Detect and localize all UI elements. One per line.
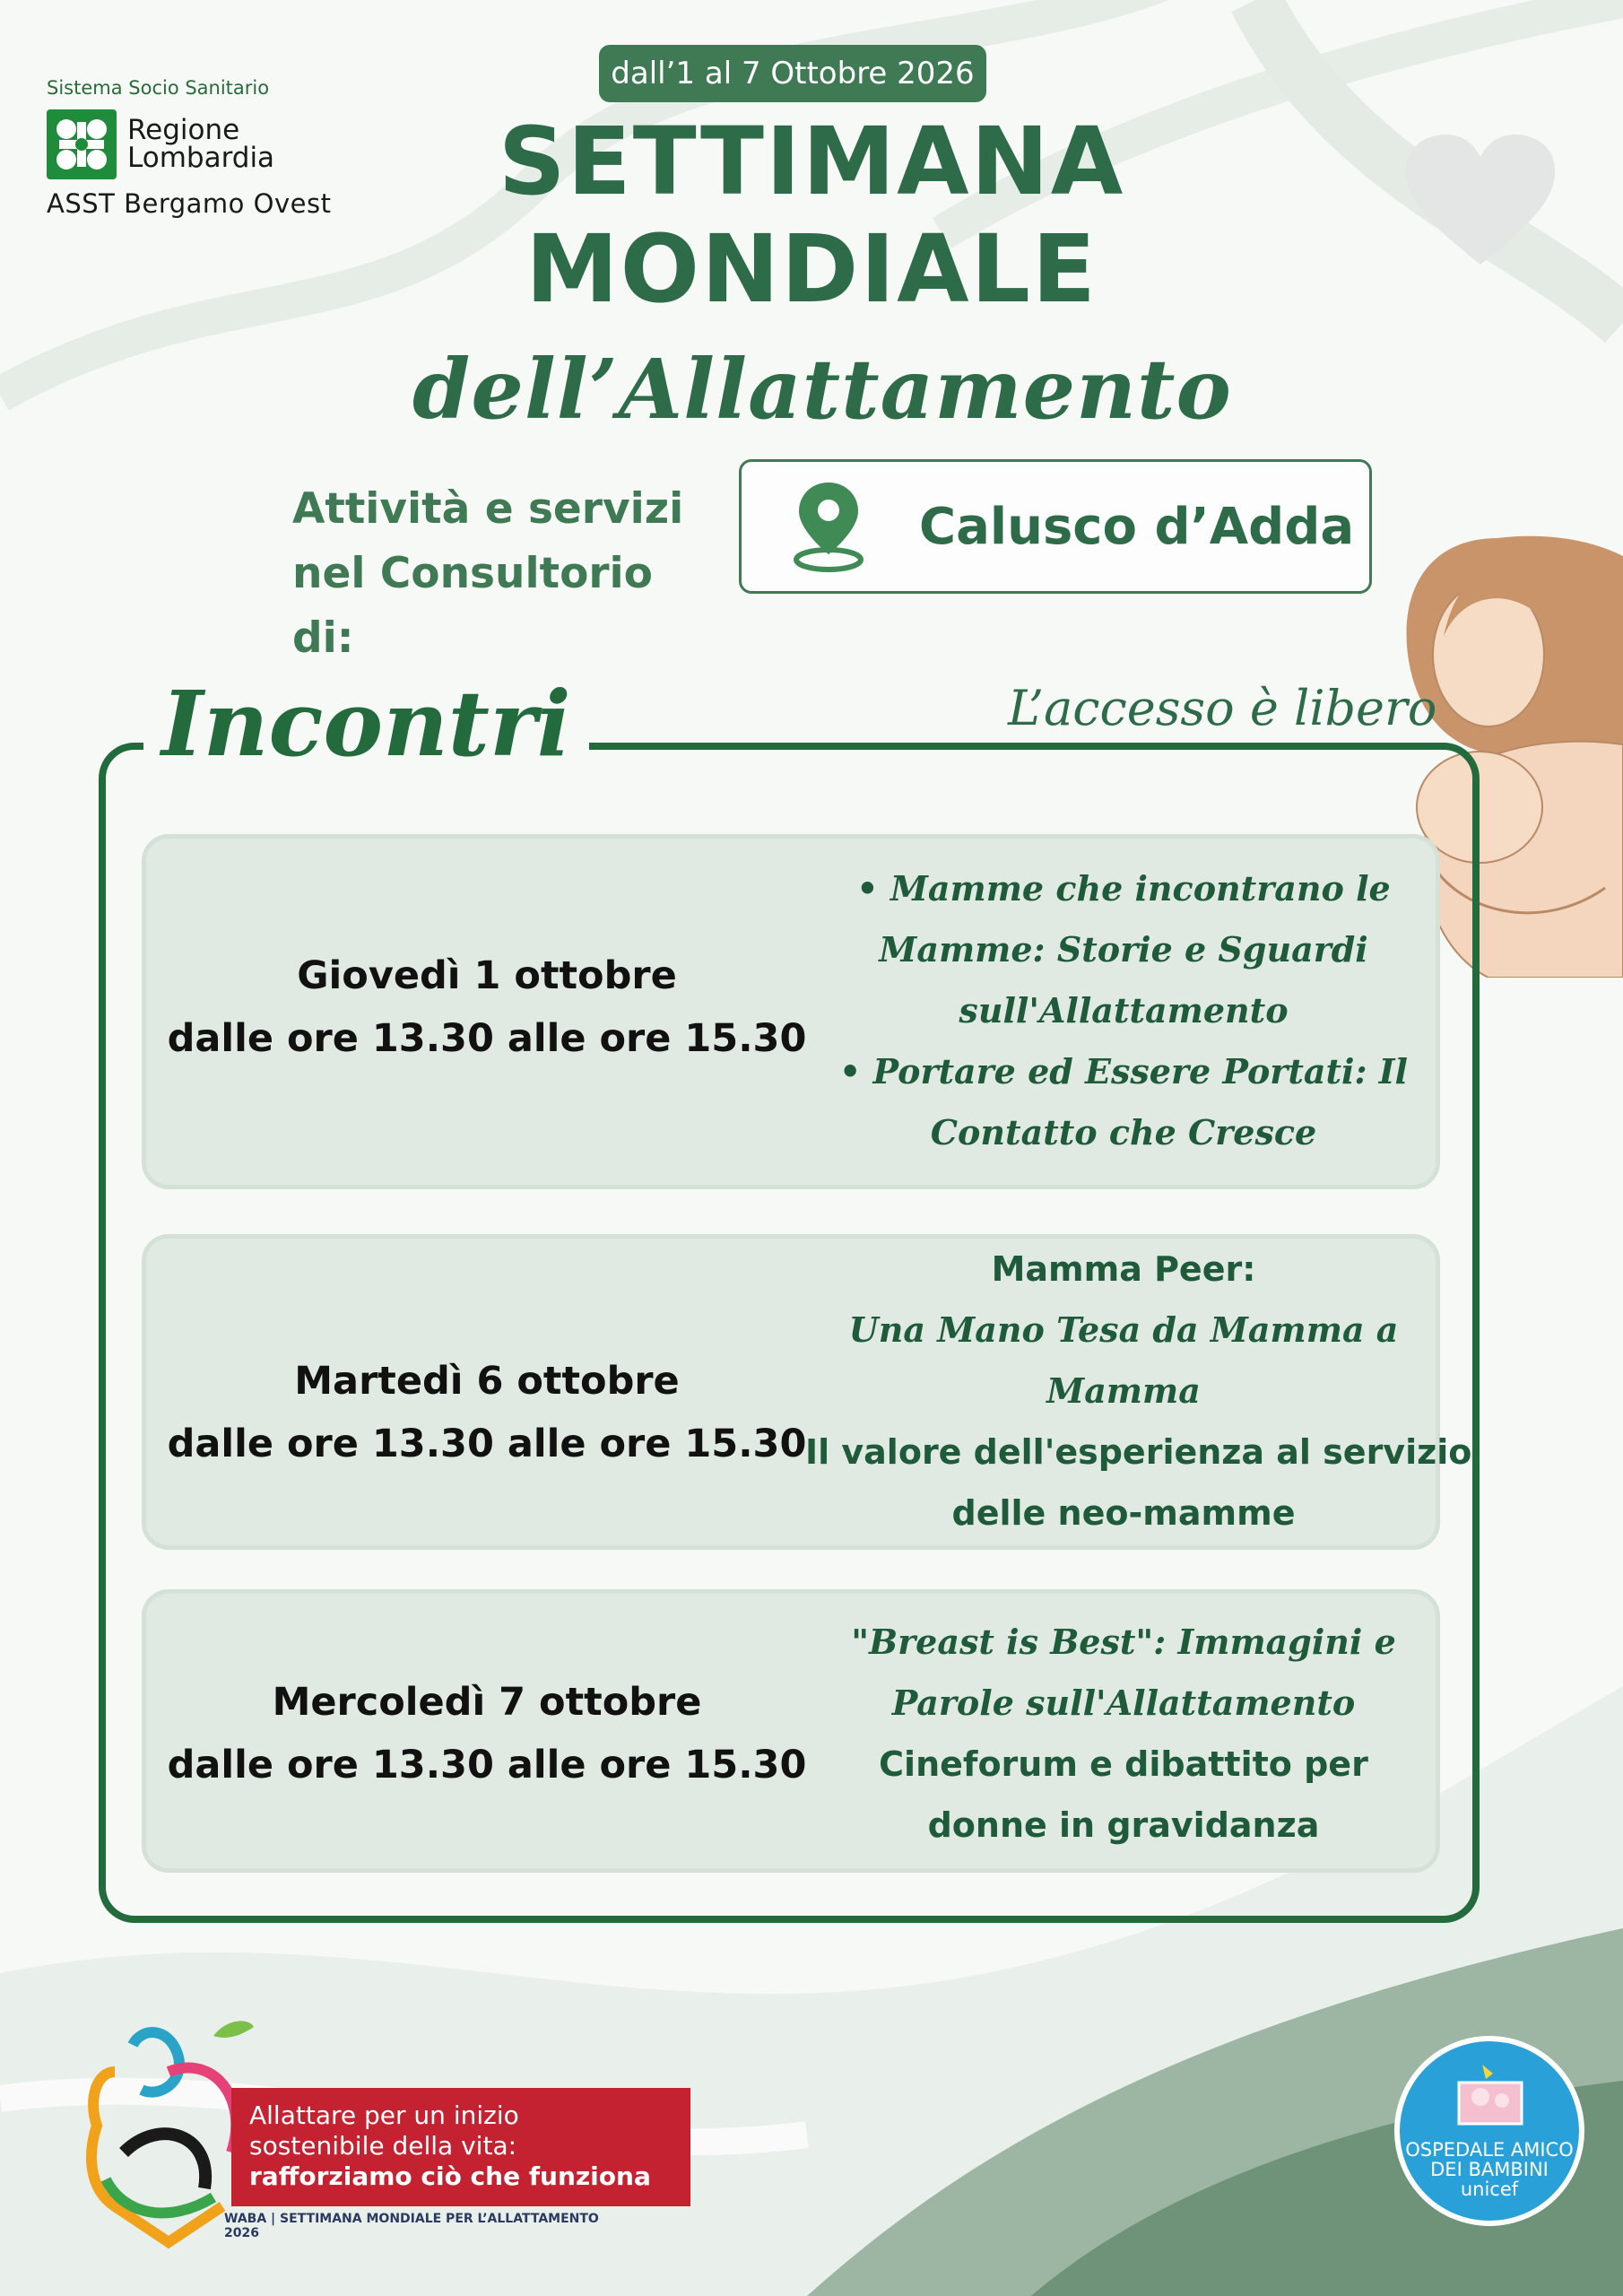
event-description-line: Parole sull'Allattamento	[891, 1683, 1356, 1723]
event-description-line: sull'Allattamento	[959, 990, 1289, 1031]
services-line-2: nel Consultorio di:	[292, 549, 653, 663]
bfhi-line-3: unicef	[1460, 2179, 1519, 2200]
brand-name-line-1: Regione	[127, 114, 240, 146]
event-description-line: Il valore dell'esperienza al servizio	[805, 1432, 1472, 1472]
bfhi-unicef-logo	[1394, 2036, 1584, 2226]
event-card	[142, 1589, 1440, 1873]
waba-footer-text: WABA | SETTIMANA MONDIALE PER L’ALLATTAMENTO 2026	[224, 2212, 599, 2240]
location-pin-icon	[788, 477, 869, 576]
event-description-line: Mamme: Storie e Sguardi	[879, 929, 1368, 970]
event-card	[142, 1234, 1472, 1550]
waba-banner	[231, 2088, 690, 2206]
script-title: dell’Allattamento	[412, 341, 1232, 438]
title-line-2: MONDIALE	[525, 214, 1098, 324]
event-description-line: • Mamme che incontrano le	[856, 868, 1391, 909]
location-box	[739, 459, 1372, 594]
brand-top-text: Sistema Socio Sanitario	[47, 77, 270, 99]
lombardia-rose-icon	[47, 109, 117, 179]
event-day: Mercoledì 7 ottobre	[272, 1680, 702, 1725]
event-description-line: "Breast is Best": Immagini e	[851, 1622, 1396, 1662]
event-day: Giovedì 1 ottobre	[297, 953, 677, 998]
event-description-line: Mamma	[1046, 1370, 1201, 1411]
event-time: dalle ore 13.30 alle ore 15.30	[167, 1422, 807, 1466]
brand-name-line-2: Lombardia	[127, 142, 275, 174]
heart-icon	[1406, 135, 1555, 269]
event-description-line: delle neo-mamme	[951, 1493, 1296, 1533]
location-name: Calusco d’Adda	[919, 497, 1355, 556]
brand-subtitle: ASST Bergamo Ovest	[47, 188, 332, 219]
event-description-line: Contatto che Cresce	[930, 1112, 1317, 1152]
bfhi-line-1: OSPEDALE AMICO	[1405, 2139, 1574, 2161]
date-range-badge: dall’1 al 7 Ottobre 2026	[599, 45, 986, 102]
access-note: L’accesso è libero	[1008, 680, 1437, 736]
event-time: dalle ore 13.30 alle ore 15.30	[167, 1016, 807, 1061]
regione-lombardia-logo	[47, 77, 369, 219]
event-description-line: donne in gravidanza	[927, 1805, 1320, 1845]
waba-line-2: sostenibile della vita:	[249, 2131, 517, 2161]
title-line-1: SETTIMANA	[498, 107, 1125, 216]
event-day: Martedì 6 ottobre	[294, 1359, 680, 1404]
waba-line-3: rafforziamo ciò che funziona	[249, 2161, 651, 2191]
event-description-line: Una Mano Tesa da Mamma a	[848, 1309, 1399, 1350]
event-description-line: Cineforum e dibattito per	[879, 1744, 1368, 1784]
event-card	[142, 834, 1440, 1189]
services-label	[292, 477, 705, 671]
event-description-line: • Portare ed Essere Portati: Il	[839, 1051, 1408, 1091]
waba-line-1: Allattare per un inizio	[249, 2100, 519, 2130]
event-time: dalle ore 13.30 alle ore 15.30	[167, 1743, 807, 1787]
event-description-line: Mamma Peer:	[991, 1249, 1256, 1289]
events-section-title: Incontri	[143, 671, 589, 777]
services-line-1: Attività e servizi	[292, 484, 684, 534]
bfhi-line-2: DEI BAMBINI	[1430, 2159, 1549, 2180]
